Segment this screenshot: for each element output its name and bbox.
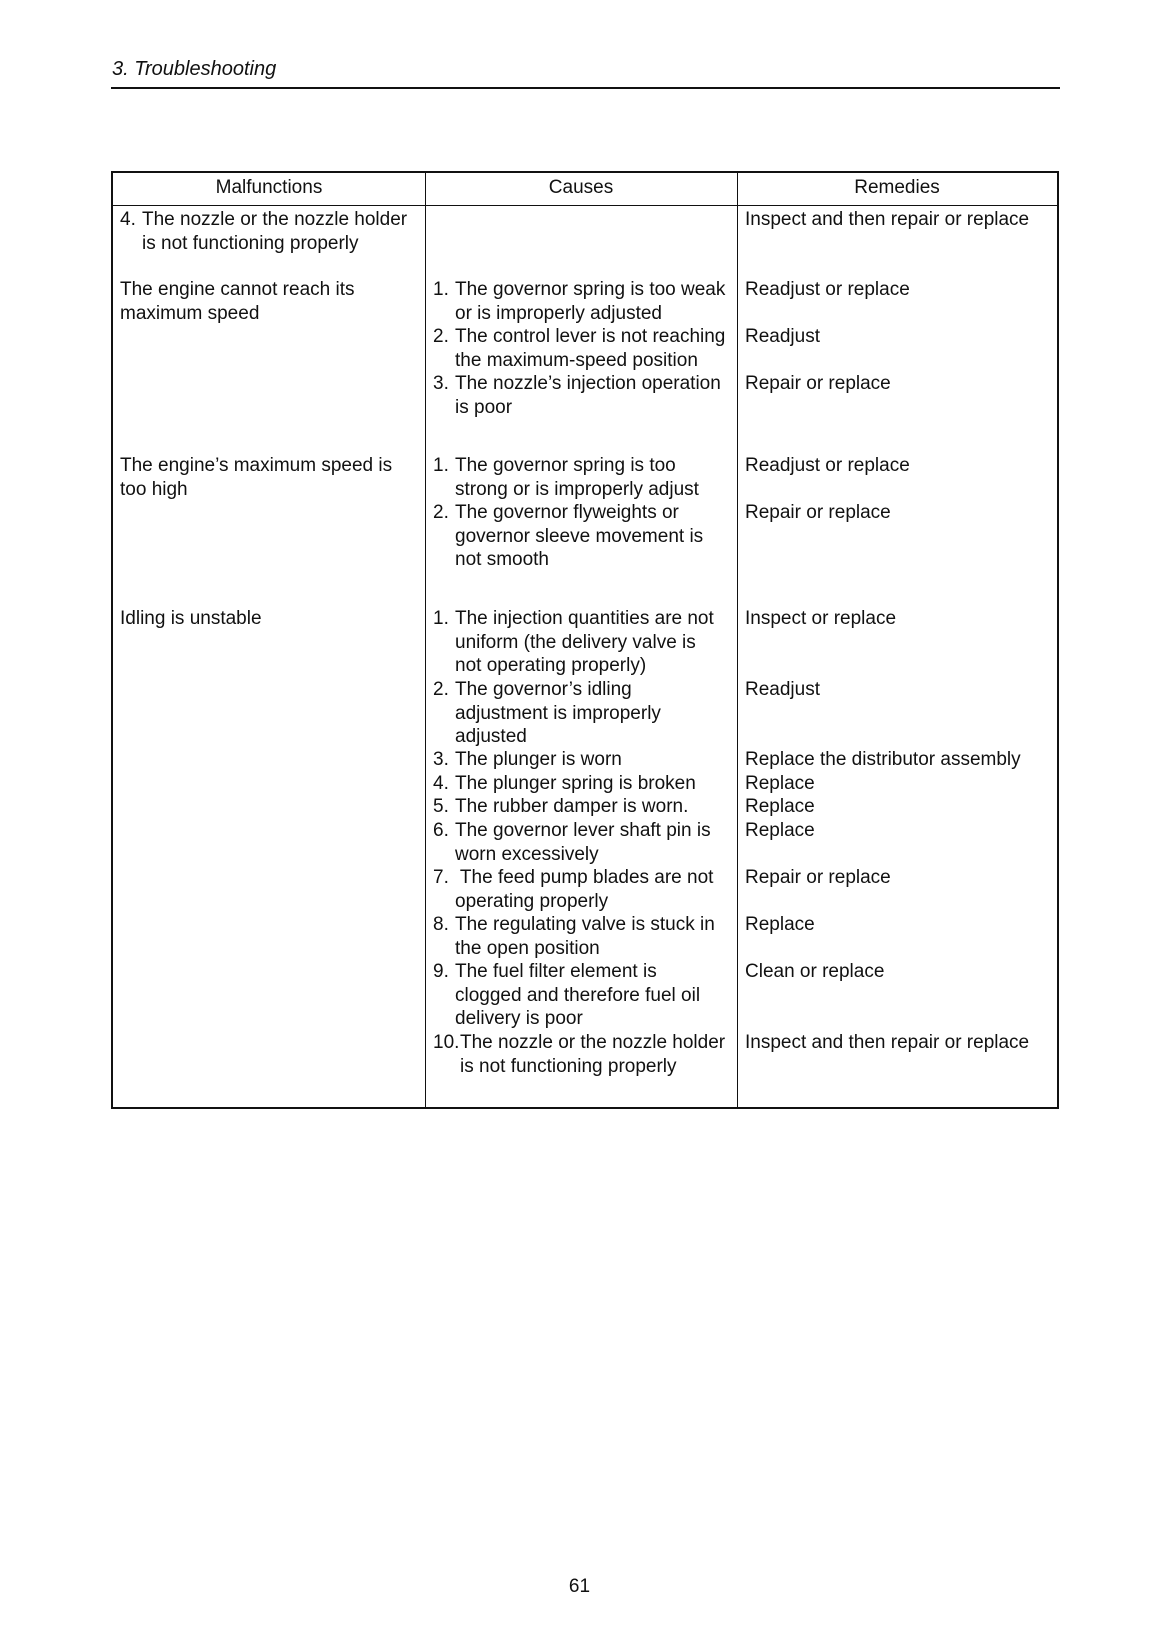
- cause-text: The governor’s idling adjustment is improperly adjusted: [455, 679, 661, 747]
- cause-number: 10.: [433, 1032, 460, 1053]
- remedy-text: Readjust: [745, 326, 820, 347]
- cause-text: The feed pump blades are not operating properly: [455, 867, 714, 912]
- malfunction-number: 4.: [120, 209, 136, 230]
- remedy-text: Inspect and then repair or replace: [745, 1032, 1030, 1053]
- section-header: [112, 58, 276, 81]
- remedy-text: Replace: [745, 820, 815, 841]
- cause-number: 7.: [433, 867, 449, 888]
- header-rule: [111, 87, 1060, 89]
- remedy-text: Repair or replace: [745, 867, 891, 888]
- cause-text: The plunger is worn: [455, 749, 622, 770]
- remedy-text: Replace: [745, 773, 815, 794]
- remedy-text: Readjust: [745, 679, 820, 700]
- remedy-text: Inspect and then repair or replace: [745, 209, 1030, 230]
- cause-number: 3.: [433, 373, 449, 394]
- page-number: 61: [568, 1576, 591, 1597]
- column-divider: [737, 173, 738, 1107]
- cause-number: 8.: [433, 914, 449, 935]
- cause-number: 2.: [433, 679, 449, 700]
- malfunction-text: The engine cannot reach its maximum speed: [120, 279, 355, 324]
- cause-text: The rubber damper is worn.: [455, 796, 689, 817]
- remedy-text: Replace: [745, 914, 815, 935]
- section-title: Troubleshooting: [134, 58, 277, 80]
- column-divider: [425, 173, 426, 1107]
- cause-text: The nozzle’s injection operation is poor: [455, 373, 721, 418]
- section-number: 3.: [112, 58, 129, 80]
- troubleshooting-table: [111, 171, 1059, 1109]
- malfunction-text: The nozzle or the nozzle holder is not functioning properly: [142, 209, 408, 254]
- remedy-text: Repair or replace: [745, 373, 891, 394]
- cause-number: 1.: [433, 279, 449, 300]
- cause-number: 4.: [433, 773, 449, 794]
- cause-number: 1.: [433, 455, 449, 476]
- remedy-text: Readjust or replace: [745, 279, 910, 300]
- cause-text: The fuel filter element is clogged and therefore fuel oil delivery is poor: [455, 961, 701, 1029]
- malfunction-text: Idling is unstable: [120, 608, 262, 629]
- cause-text: The plunger spring is broken: [455, 773, 696, 794]
- cause-number: 1.: [433, 608, 449, 629]
- column-header-malfunctions: Malfunctions: [215, 177, 323, 198]
- cause-text: The governor spring is too weak or is improperly adjusted: [455, 279, 726, 324]
- cause-text: The nozzle or the nozzle holder is not functioning properly: [460, 1032, 726, 1077]
- remedy-text: Replace the distributor assembly: [745, 749, 1021, 770]
- cause-number: 6.: [433, 820, 449, 841]
- remedy-text: Replace: [745, 796, 815, 817]
- cause-text: The governor spring is too strong or is improperly adjust: [455, 455, 699, 500]
- malfunction-text: The engine’s maximum speed is too high: [120, 455, 393, 500]
- remedy-text: Readjust or replace: [745, 455, 910, 476]
- cause-text: The governor flyweights or governor sleeve movement is not smooth: [455, 502, 704, 570]
- cause-text: The injection quantities are not uniform (the delivery valve is not operating properly): [455, 608, 714, 676]
- cause-number: 5.: [433, 796, 449, 817]
- cause-number: 2.: [433, 502, 449, 523]
- cause-number: 2.: [433, 326, 449, 347]
- cause-text: The regulating valve is stuck in the open position: [455, 914, 715, 959]
- cause-number: 3.: [433, 749, 449, 770]
- column-header-remedies: Remedies: [854, 177, 940, 198]
- column-header-causes: Causes: [548, 177, 614, 198]
- remedy-text: Repair or replace: [745, 502, 891, 523]
- remedy-text: Clean or replace: [745, 961, 885, 982]
- remedy-text: Inspect or replace: [745, 608, 897, 629]
- cause-text: The governor lever shaft pin is worn excessively: [455, 820, 711, 865]
- cause-text: The control lever is not reaching the maximum-speed position: [455, 326, 726, 371]
- cause-number: 9.: [433, 961, 449, 982]
- header-row-rule: [113, 205, 1057, 206]
